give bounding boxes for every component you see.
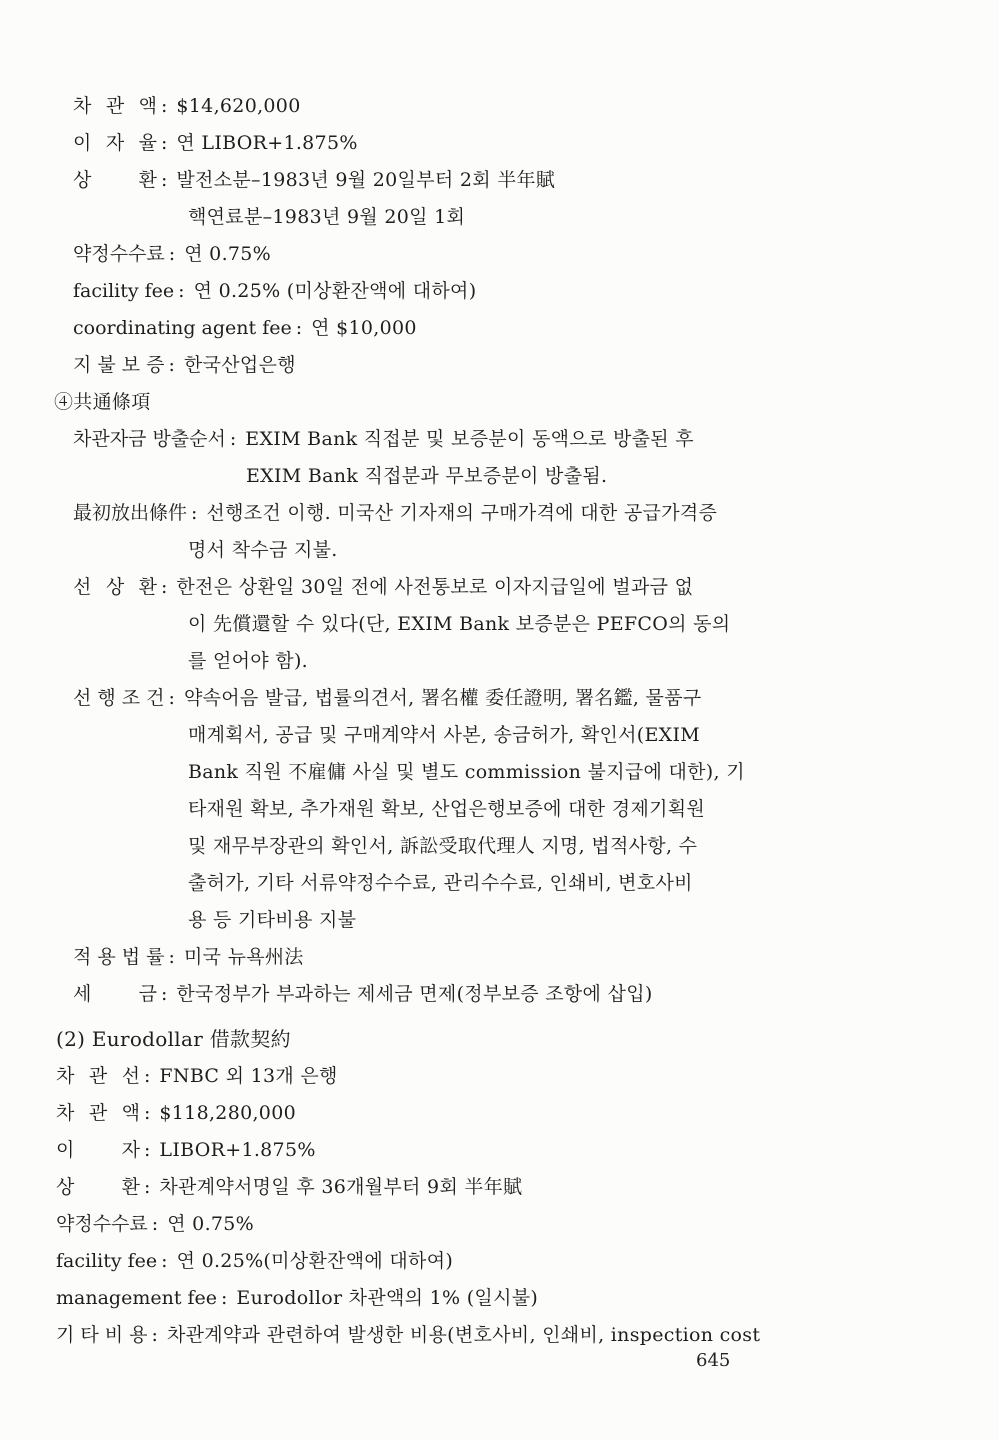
- colon-separator: :: [191, 502, 198, 524]
- field-label: 적 용 법 률: [73, 946, 165, 968]
- row-repayment-continuation: 핵연료분–1983년 9월 20일 1회: [188, 206, 466, 228]
- row-conditions-precedent-continuation: Bank 직원 不雇傭 사실 및 별도 commission 불지급에 대한), 기: [188, 761, 745, 783]
- field-label: 차관자금 방출순서: [73, 428, 226, 450]
- field-label: 차 관 액: [56, 1102, 140, 1124]
- field-label: 상 환: [56, 1176, 140, 1198]
- colon-separator: :: [161, 576, 168, 598]
- field-value: 한전은 상환일 30일 전에 사전통보로 이자지급일에 벌과금 없: [176, 576, 694, 598]
- row-payment-guarantee: [0, 347, 999, 384]
- row-other-costs: [0, 1317, 999, 1354]
- field-value: 연 0.25%(미상환잔액에 대하여): [176, 1250, 454, 1272]
- row-management-fee: [0, 1280, 999, 1317]
- row-conditions-precedent-continuation: 용 등 기타비용 지불: [188, 909, 357, 931]
- colon-separator: :: [161, 1250, 168, 1272]
- row-loan-amount: [0, 88, 999, 125]
- field-label: coordinating agent fee: [73, 317, 292, 339]
- row-loan-amount: [0, 1095, 999, 1132]
- document-body: [0, 88, 999, 1354]
- row-conditions-precedent-continuation: 출허가, 기타 서류약정수수료, 관리수수료, 인쇄비, 변호사비: [188, 872, 693, 894]
- row-lender: [0, 1058, 999, 1095]
- row-disbursement-order-continuation: EXIM Bank 직접분과 무보증분이 방출됨.: [246, 465, 608, 487]
- colon-separator: :: [161, 95, 168, 117]
- field-label: 약정수수료: [73, 243, 165, 265]
- field-label: 선 상 환: [73, 576, 157, 598]
- field-value: Eurodollor 차관액의 1% (일시불): [236, 1287, 539, 1309]
- field-value: 발전소분–1983년 9월 20일부터 2회 半年賦: [176, 169, 556, 191]
- section-eurodollar: [0, 1021, 999, 1354]
- field-value: 연 0.25% (미상환잔액에 대하여): [193, 280, 477, 302]
- row-commitment-fee: [0, 1206, 999, 1243]
- colon-separator: :: [168, 687, 175, 709]
- colon-separator: :: [144, 1102, 151, 1124]
- row-disbursement-order: [0, 421, 999, 458]
- row-repayment: [0, 1169, 999, 1206]
- row-first-disbursement-continuation: 명서 착수금 지불.: [188, 539, 338, 561]
- field-value: 약속어음 발급, 법률의견서, 署名權 委任證明, 署名鑑, 물품구: [183, 687, 702, 709]
- field-value: 연 $10,000: [311, 317, 417, 339]
- row-coordinating-agent-fee: [0, 310, 999, 347]
- colon-separator: :: [161, 169, 168, 191]
- field-label: 상 환: [73, 169, 157, 191]
- field-value: $118,280,000: [159, 1102, 296, 1124]
- colon-separator: :: [144, 1176, 151, 1198]
- colon-separator: :: [168, 354, 175, 376]
- field-value: 연 0.75%: [184, 243, 272, 265]
- colon-separator: :: [144, 1065, 151, 1087]
- field-value: 한국정부가 부과하는 제세금 면제(정부보증 조항에 삽입): [176, 983, 653, 1005]
- field-value: LIBOR+1.875%: [159, 1139, 316, 1161]
- colon-separator: :: [151, 1324, 158, 1346]
- row-facility-fee: [0, 1243, 999, 1280]
- row-prepayment-continuation: 를 얻어야 함).: [188, 650, 309, 672]
- row-conditions-precedent-continuation: 타재원 확보, 추가재원 확보, 산업은행보증에 대한 경제기획원: [188, 798, 706, 820]
- row-governing-law: [0, 939, 999, 976]
- field-value: $14,620,000: [176, 95, 301, 117]
- field-value: 선행조건 이행. 미국산 기자재의 구매가격에 대한 공급가격증: [206, 502, 718, 524]
- field-value: 차관계약과 관련하여 발생한 비용(변호사비, 인쇄비, inspection cost: [166, 1324, 761, 1346]
- field-value: 차관계약서명일 후 36개월부터 9회 半年賦: [159, 1176, 523, 1198]
- field-label: facility fee: [56, 1250, 158, 1272]
- field-value: EXIM Bank 직접분 및 보증분이 동액으로 방출된 후: [245, 428, 694, 450]
- colon-separator: :: [168, 243, 176, 265]
- field-label: management fee: [56, 1287, 218, 1309]
- field-label: 약정수수료: [56, 1213, 148, 1235]
- field-label: 이 자: [56, 1139, 140, 1161]
- row-prepayment-continuation: 이 先償還할 수 있다(단, EXIM Bank 보증분은 PEFCO의 동의: [188, 613, 731, 635]
- row-commitment-fee: [0, 236, 999, 273]
- row-prepayment: [0, 569, 999, 606]
- colon-separator: :: [178, 280, 185, 302]
- field-label: 지 불 보 증: [73, 354, 165, 376]
- row-interest-rate: [0, 125, 999, 162]
- colon-separator: :: [161, 983, 168, 1005]
- field-label: facility fee: [73, 280, 175, 302]
- row-first-disbursement-conditions: [0, 495, 999, 532]
- row-conditions-precedent-continuation: 매계획서, 공급 및 구매계약서 사본, 송금허가, 확인서(EXIM: [188, 724, 701, 746]
- field-label: 선 행 조 건: [73, 687, 165, 709]
- field-value: 한국산업은행: [183, 354, 296, 376]
- row-tax: [0, 976, 999, 1013]
- row-repayment: [0, 162, 999, 199]
- colon-separator: :: [151, 1213, 159, 1235]
- row-conditions-precedent: [0, 680, 999, 717]
- field-label: 차 관 액: [73, 95, 157, 117]
- row-interest: [0, 1132, 999, 1169]
- field-value: 연 LIBOR+1.875%: [176, 132, 358, 154]
- page-number: 645: [696, 1350, 731, 1371]
- field-value: 미국 뉴욕州法: [183, 946, 304, 968]
- field-label: 기 타 비 용: [56, 1324, 148, 1346]
- field-value: 연 0.75%: [167, 1213, 255, 1235]
- field-label: 이 자 율: [73, 132, 157, 154]
- colon-separator: :: [168, 946, 175, 968]
- row-conditions-precedent-continuation: 및 재무부장관의 확인서, 訴訟受取代理人 지명, 법적사항, 수: [188, 835, 698, 857]
- field-label: 차 관 선: [56, 1065, 140, 1087]
- colon-separator: :: [161, 132, 168, 154]
- heading-eurodollar-loan: (2) Eurodollar 借款契約: [56, 1027, 291, 1051]
- colon-separator: :: [229, 428, 237, 450]
- colon-separator: :: [144, 1139, 151, 1161]
- field-label: 세 금: [73, 983, 157, 1005]
- heading-common-provisions: ④共通條項: [54, 391, 151, 413]
- field-value: FNBC 외 13개 은행: [159, 1065, 338, 1087]
- colon-separator: :: [295, 317, 303, 339]
- row-facility-fee: [0, 273, 999, 310]
- colon-separator: :: [221, 1287, 228, 1309]
- field-label: 最初放出條件: [73, 502, 188, 524]
